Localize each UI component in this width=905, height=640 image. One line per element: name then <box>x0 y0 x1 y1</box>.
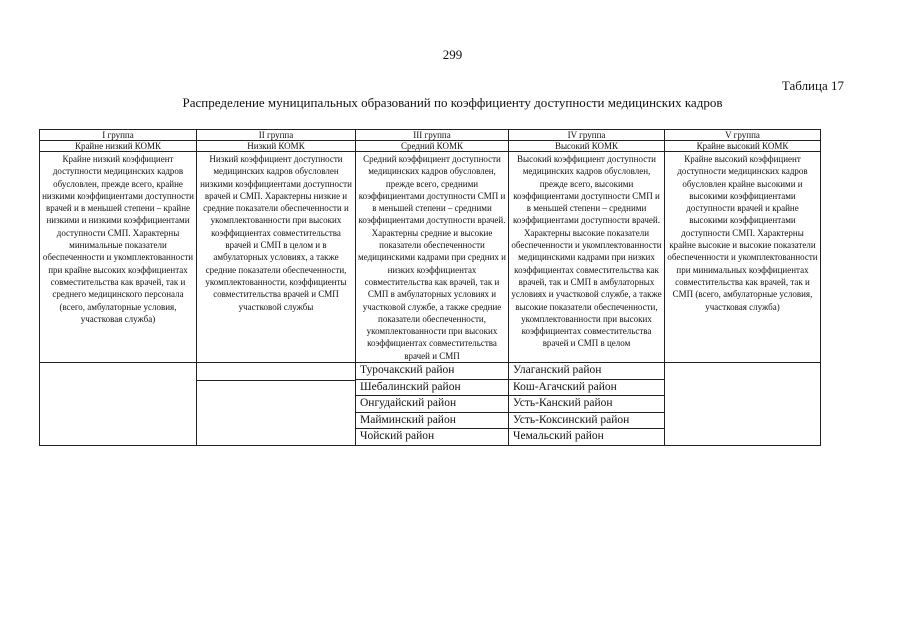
table-label: Таблица 17 <box>781 78 844 93</box>
page-number: 299 <box>442 47 463 62</box>
level-cell: Низкий КОМК <box>197 141 356 152</box>
district-item: Турочакский район <box>356 363 508 380</box>
district-item: Чемальский район <box>513 430 604 443</box>
level-cell: Высокий КОМК <box>509 141 665 152</box>
group-header-cell: I группа <box>40 130 197 141</box>
district-item: Чойский район <box>360 430 435 443</box>
districts-row <box>40 363 821 446</box>
district-list <box>197 380 355 444</box>
description-cell: Средний коэффициент доступности медицинских кадров обусловлен, прежде всего, средними коэффициентами доступности СМП и в меньшей степени – средними коэффициентами доступности врачей. Характерны средние и высокие показатели обеспеченности медицинскими кадрами при средних и низких коэффициентах совместительства как врачей, так и СМП в амбулаторных условиях и участковой службе, а также средние показатели обеспеченности, укомплектованности при высоких коэффициентах совместительства врачей и СМП <box>356 152 509 363</box>
district-list <box>356 363 508 445</box>
level-cell: Средний КОМК <box>356 141 509 152</box>
district-list <box>509 363 664 445</box>
district-item: Улаганский район <box>509 363 664 380</box>
district-item: Кош-Агачский район <box>509 380 664 397</box>
district-item: Онгудайский район <box>356 396 508 413</box>
group-header-row <box>40 130 821 141</box>
description-cell: Высокий коэффициент доступности медицинских кадров обусловлен, прежде всего, высокими коэффициентами доступности СМП и в меньшей степени – средними коэффициентами доступности врачей. Характерны высокие показатели обеспеченности и укомплектованности медицинскими кадрами при низких коэффициентах совместительства как врачей, так и СМП в амбулаторных условиях и участковой службе, а также высокие показатели обеспеченности, укомплектованности при высоких коэффициентах совместительства врачей и СМП в целом <box>509 152 665 363</box>
level-row <box>40 141 821 152</box>
distribution-table <box>39 129 821 446</box>
districts-cell-group-3 <box>356 363 509 446</box>
district-item: Шебалинский район <box>356 380 508 397</box>
description-cell: Крайне высокий коэффициент доступности медицинских кадров обусловлен крайне высокими и высокими коэффициентами доступности врачей и крайне высокими коэффициентами доступности СМП. Характерны крайне высокие и высокие показатели обеспеченности и укомплектованности при минимальных коэффициентах совместительства как врачей, так и СМП (всего, амбулаторные условия, участковая служба) <box>665 152 821 363</box>
description-cell: Крайне низкий коэффициент доступности медицинских кадров обусловлен, прежде всего, крайне низкими коэффициентами доступности врачей и в меньшей степени – крайне низкими и низкими коэффициентами доступности СМП. Характерны минимальные показатели обеспеченности и укомплектованности при крайне высоких коэффициентах совместительства как врачей, так и среднего медицинского персонала (всего, амбулаторные условия, участковая служба) <box>40 152 197 363</box>
group-header-cell: V группа <box>665 130 821 141</box>
group-header-cell: III группа <box>356 130 509 141</box>
description-cell: Низкий коэффициент доступности медицинских кадров обусловлен низкими коэффициентами доступности врачей и СМП. Характерны низкие и средние показатели обеспеченности и укомплектованности при высоких коэффициентах совместительства врачей и СМП в целом и в амбулаторных условиях, а также средние показатели обеспеченности, укомплектованности, коэффициенты совместительства врачей и СМП участковой службы <box>197 152 356 363</box>
district-item: Усть-Канский район <box>509 396 664 413</box>
districts-cell-empty <box>665 363 821 446</box>
description-row <box>40 152 821 363</box>
districts-cell-empty <box>40 363 197 446</box>
districts-cell-empty <box>197 363 356 446</box>
district-item: Усть-Коксинский район <box>509 413 664 430</box>
districts-cell-group-4 <box>509 363 665 446</box>
group-header-cell: IV группа <box>509 130 665 141</box>
level-cell: Крайне низкий КОМК <box>40 141 197 152</box>
level-cell: Крайне высокий КОМК <box>665 141 821 152</box>
page-title: Распределение муниципальных образований по коэффициенту доступности медицинских кадров <box>182 95 723 110</box>
district-item: Майминский район <box>356 413 508 430</box>
group-header-cell: II группа <box>197 130 356 141</box>
